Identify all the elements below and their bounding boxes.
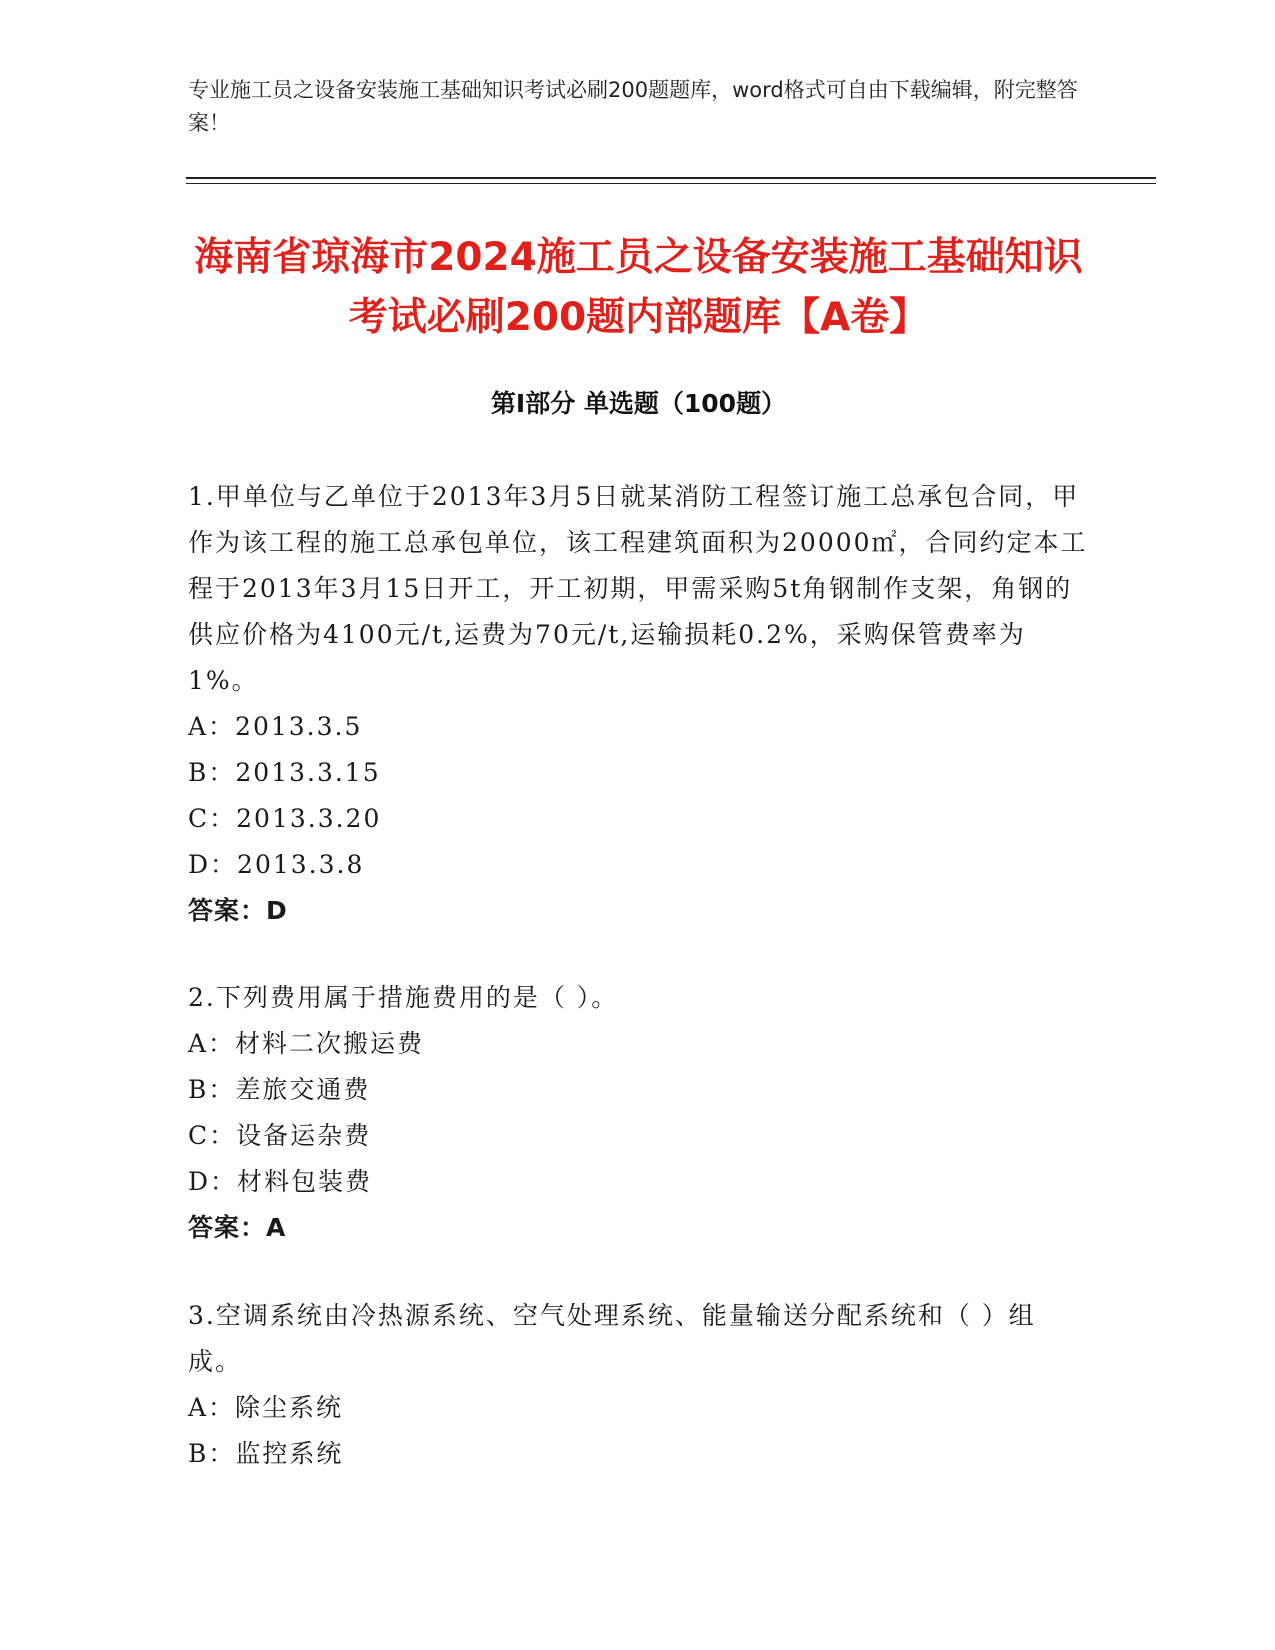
option-d: D：材料包装费 xyxy=(188,1167,373,1196)
option-c: C：设备运杂费 xyxy=(188,1121,372,1150)
header-divider-thin xyxy=(186,183,1156,184)
section-heading: 第I部分 单选题（100题） xyxy=(490,389,787,418)
question-stem: 2.下列费用属于措施费用的是（ ）。 xyxy=(188,983,619,1012)
header-divider-thick xyxy=(186,177,1156,179)
question-stem: 3.空调系统由冷热源系统、空气处理系统、能量输送分配系统和（ ）组成。 xyxy=(188,1301,1036,1376)
option-b: B：差旅交通费 xyxy=(188,1075,371,1104)
question-2 xyxy=(188,975,1088,1251)
option-c: C：2013.3.20 xyxy=(188,804,382,833)
document-title: 海南省琼海市2024施工员之设备安装施工基础知识考试必刷200题内部题库【A卷】 xyxy=(194,235,1083,340)
option-d: D：2013.3.8 xyxy=(188,850,365,879)
option-b: B：监控系统 xyxy=(188,1439,344,1468)
option-a: A：2013.3.5 xyxy=(188,712,363,741)
option-a: A：除尘系统 xyxy=(188,1393,344,1422)
header-note: 专业施工员之设备安装施工基础知识考试必刷200题题库，word格式可自由下载编辑，附完整答案！ xyxy=(188,78,1078,135)
option-a: A：材料二次搬运费 xyxy=(188,1029,425,1058)
question-3 xyxy=(188,1293,1088,1477)
option-b: B：2013.3.15 xyxy=(188,758,381,787)
answer-line: 答案：D xyxy=(188,896,288,925)
question-stem: 1.甲单位与乙单位于2013年3月5日就某消防工程签订施工总承包合同，甲作为该工程的施工总承包单位，该工程建筑面积为20000㎡，合同约定本工程于2013年3月15日开工，开工初期，甲需采购5t角钢制作支架，角钢的供应价格为4100元/t,运费为70元/t,运输损耗0.2%，采购保管费率为1%。 xyxy=(188,482,1088,695)
answer-line: 答案：A xyxy=(188,1213,287,1242)
question-1 xyxy=(188,474,1088,934)
